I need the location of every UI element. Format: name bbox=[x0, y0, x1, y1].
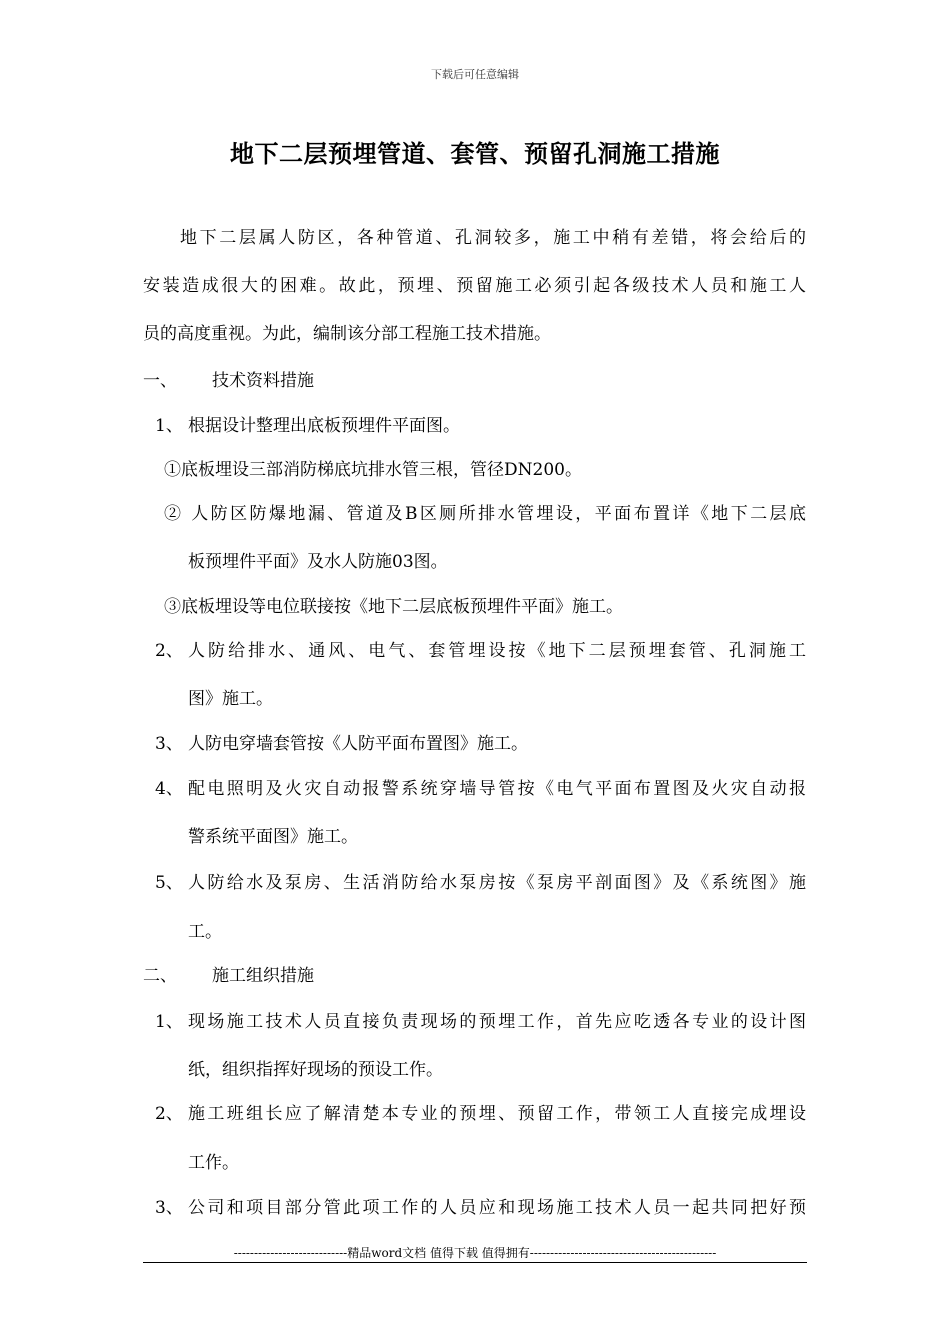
section-1-item-1-number: 1、 bbox=[155, 416, 183, 436]
section-1-item-1-text: 根据设计整理出底板预埋件平面图。 bbox=[188, 416, 460, 436]
section-2-item-2-line-1: 施工班组长应了解清楚本专业的预埋、预留工作，带领工人直接完成埋设 bbox=[188, 1104, 806, 1124]
intro-line-3: 员的高度重视。为此，编制该分部工程施工技术措施。 bbox=[143, 324, 551, 344]
section-2-item-2-line-2: 工作。 bbox=[188, 1153, 239, 1173]
section-2-item-3-line-1: 公司和项目部分管此项工作的人员应和现场施工技术人员一起共同把好预 bbox=[188, 1198, 806, 1218]
section-1-item-2-number: 2、 bbox=[155, 641, 183, 661]
section-1-heading: 技术资料措施 bbox=[212, 371, 314, 391]
footer-rule bbox=[143, 1262, 807, 1263]
section-1-item-3-text: 人防电穿墙套管按《人防平面布置图》施工。 bbox=[188, 734, 528, 754]
section-1-item-1-sub-2-line-1: ② 人防区防爆地漏、管道及B区厕所排水管埋设，平面布置详《地下二层底 bbox=[164, 504, 806, 524]
section-1-item-4-line-2: 警系统平面图》施工。 bbox=[188, 827, 358, 847]
section-1-item-1-sub-3: ③底板埋设等电位联接按《地下二层底板预埋件平面》施工。 bbox=[164, 597, 623, 617]
section-1-item-2-line-2: 图》施工。 bbox=[188, 689, 273, 709]
section-1-item-2-line-1: 人防给排水、通风、电气、套管埋设按《地下二层预埋套管、孔洞施工 bbox=[188, 641, 806, 661]
section-2-heading: 施工组织措施 bbox=[212, 966, 314, 986]
section-1-item-3-number: 3、 bbox=[155, 734, 183, 754]
section-2-item-1-line-1: 现场施工技术人员直接负责现场的预埋工作，首先应吃透各专业的设计图 bbox=[188, 1012, 806, 1032]
section-1-item-4-number: 4、 bbox=[155, 779, 183, 799]
section-1-number: 一、 bbox=[143, 371, 177, 391]
header-note: 下载后可任意编辑 bbox=[431, 68, 519, 81]
section-2-number: 二、 bbox=[143, 966, 177, 986]
section-2-item-1-line-2: 纸，组织指挥好现场的预设工作。 bbox=[188, 1060, 443, 1080]
section-1-item-5-number: 5、 bbox=[155, 873, 183, 893]
section-2-item-1-number: 1、 bbox=[155, 1012, 183, 1032]
document-title: 地下二层预埋管道、套管、预留孔洞施工措施 bbox=[230, 139, 720, 168]
section-1-item-1-sub-1: ①底板埋设三部消防梯底坑排水管三根，管径DN200。 bbox=[164, 460, 582, 480]
footer-text: ----------------------------精品word文档 值得下载 值得拥有---------------------------------------------- bbox=[233, 1246, 717, 1260]
section-1-item-5-line-2: 工。 bbox=[188, 922, 222, 942]
intro-line-2: 安装造成很大的困难。故此，预埋、预留施工必须引起各级技术人员和施工人 bbox=[143, 276, 806, 296]
section-1-item-5-line-1: 人防给水及泵房、生活消防给水泵房按《泵房平剖面图》及《系统图》施 bbox=[188, 873, 806, 893]
intro-line-1: 地下二层属人防区，各种管道、孔洞较多，施工中稍有差错，将会给后的 bbox=[180, 228, 806, 248]
section-1-item-4-line-1: 配电照明及火灾自动报警系统穿墙导管按《电气平面布置图及火灾自动报 bbox=[188, 779, 806, 799]
section-1-item-1-sub-2-line-2: 板预埋件平面》及水人防施03图。 bbox=[188, 552, 448, 572]
section-2-item-3-number: 3、 bbox=[155, 1198, 183, 1218]
section-2-item-2-number: 2、 bbox=[155, 1104, 183, 1124]
